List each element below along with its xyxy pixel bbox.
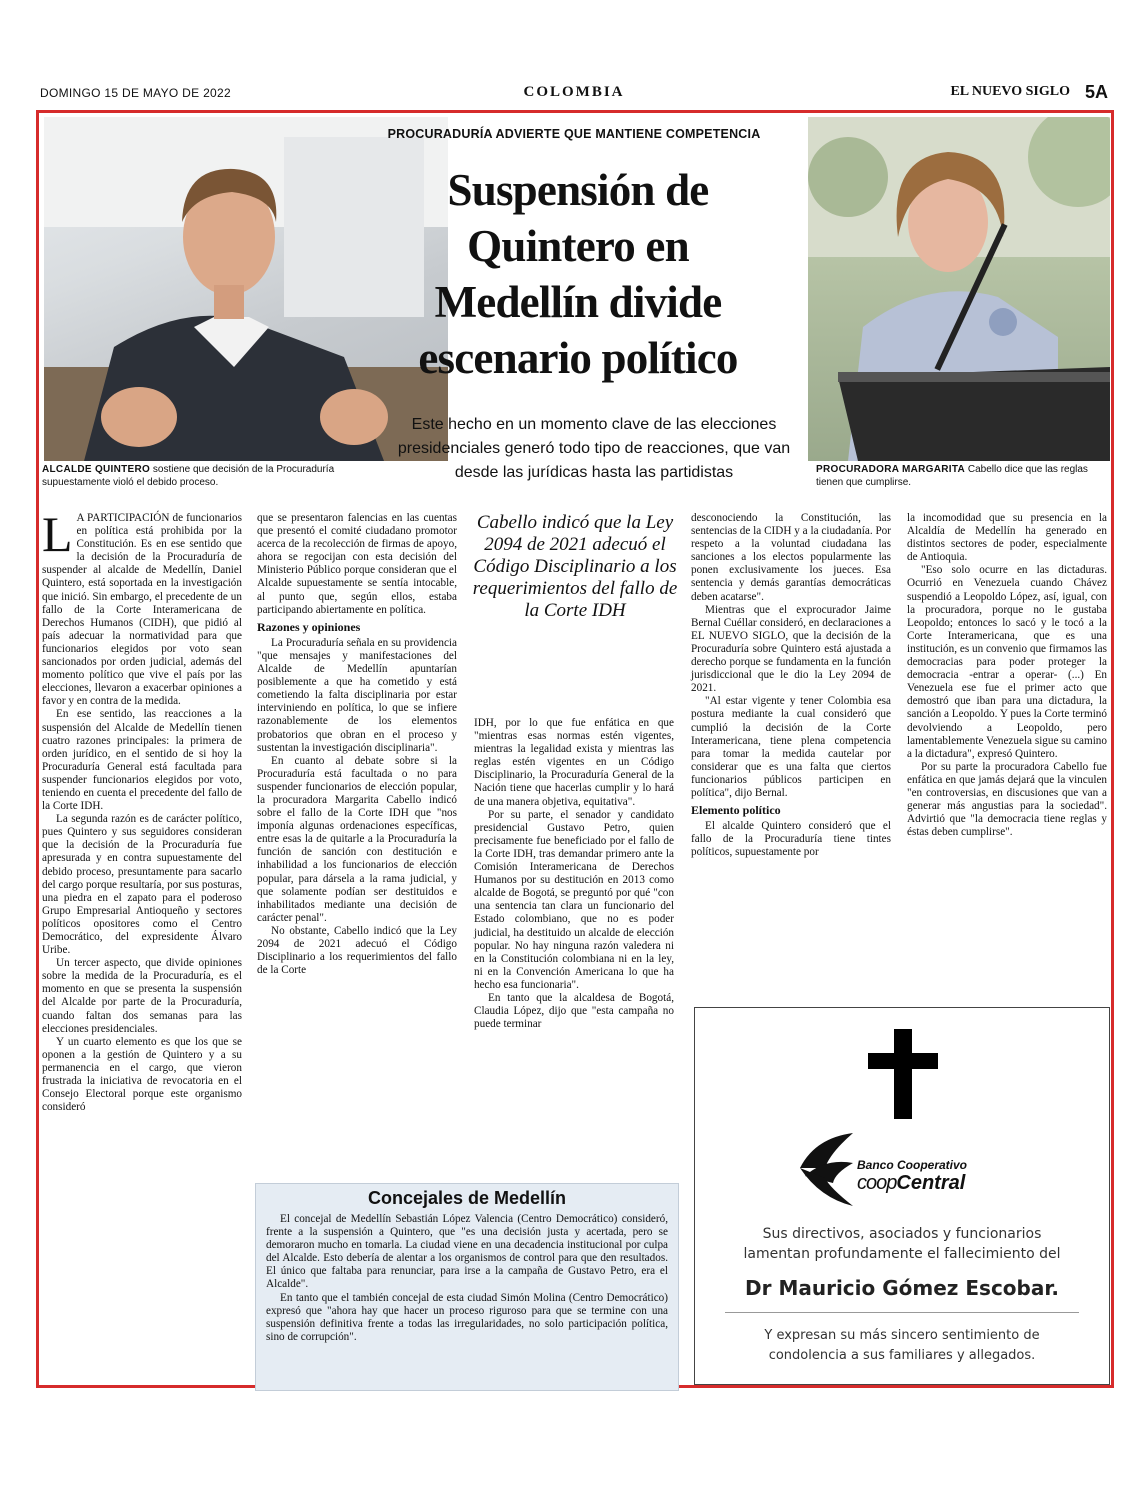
subhead-elemento: Elemento político: [691, 803, 781, 818]
newspaper-name: EL NUEVO SIGLO: [950, 84, 1070, 99]
kicker: PROCURADURÍA ADVIERTE QUE MANTIENE COMPETENCIA: [387, 127, 761, 141]
banco-coopcentral-logo: Banco Cooperativo coopCentral: [795, 1128, 1015, 1208]
deceased-name: Dr Mauricio Gómez Escobar.: [745, 1276, 1059, 1300]
subhead-razones: Razones y opiniones: [257, 619, 361, 634]
page-number: 5A: [1084, 82, 1108, 102]
column-5: la incomodidad que su presencia en la Alcaldía de Medellín ha generado en distintos sectores de poder, especialmente de Antioquia. "Eso solo ocurre en las dictaduras. Ocurrió en Venezuela cuando Chávez suspendió a Leopoldo López, así, igual, con la procuradora, porque no le gustaba Leopoldo; entonces lo sacó y le tocó a la Corte Interamericana, que es una institución, es un convenio que firmamos las democracias para poder proteger la democracia -entrar a operar- (...) En Venezuela ese fue el primer acto que demostró que iban para una dictadura, la sanción a Leopoldo. Y pues la Corte terminó devolviendo a Leopoldo, pero lamentablemente Venezuela sigue su camino a la dictadura", expresó Quintero. Por su parte la procuradora Cabello fue enfática en que jamás dejará que la vinculen "en controversias, en discusiones que van a generar más angustias para la sociedad". Advirtió que "la democracia tiene reglas y éstas deben cumplirse".: [907, 512, 1107, 839]
headline: Suspensión de Quintero en Medellín divide escenario político: [418, 165, 738, 383]
column-4: desconociendo la Constitución, las sentencias de la CIDH y a la ciudadanía. Por respeto a la voluntad ciudadana las sanciones a los electos popularmente las ponen exclusivamente los jueces. Esa sentencia y demás garantías democráticas deben acatarse". Mientras que el exprocurador Jaime Bernal Cuéllar consideró, en declaraciones a EL NUEVO SIGLO, que la decisión de la Procuraduría sobre Quintero está ajustada a derecho porque se fundamenta en la función jurisdiccional que le dio la Ley 2094 de 2021. "Al estar vigente y tener Colombia esa postura mediante la cual consideró que cumplió la decisión de la Corte Interamericana, tiene plena competencia para tomar la medida cautelar por considerar que es una falta que ciertos funcionarios públicos participen en política", dijo Bernal. Elemento político El alcalde Quintero consideró que el fallo de la Procuraduría tiene tintes políticos, supuestamente por: [691, 512, 891, 859]
deck: Este hecho en un momento clave de las elecciones presidenciales generó todo tipo de reacciones, que van desde las jurídicas hasta las partidistas: [397, 416, 791, 481]
section-name: COLOMBIA: [523, 84, 625, 100]
caption-left: ALCALDE QUINTERO sostiene que decisión de la Procuraduría supuestamente violó el debido proceso.: [42, 464, 335, 488]
issue-date: DOMINGO 15 DE MAYO DE 2022: [40, 86, 231, 100]
photo-procuradora-margarita: [808, 117, 1110, 461]
column-3: IDH, por lo que fue enfática en que "mientras esas normas estén vigentes, mientras la legalidad exista y mientras las reglas estén vigentes en un Código Disciplinario, la Procuraduría General de la Nación tiene que hacerlas cumplir y lo hará de una manera objetiva, equitativa". Por su parte, el senador y candidato presidencial Gustavo Petro, quien precisamente fue beneficiado por el fallo de la Corte IDH, tras demandar primero ante la Comisión Interamericana de Derechos Humanos por su destitución en 2013 como alcalde de Bogotá, se preguntó por qué "con una sentencia tan clara un funcionario del Estado colombiano, que no es poder judicial, ha destituido un alcalde de elección popular. No hay ninguna razón valedera ni en la Constitución colombiana ni en la ley, ni en la Convención Americana lo que ha hecho esa funcionaria". En tanto que la alcaldesa de Bogotá, Claudia López, dijo que "esta campaña no puede terminar: [474, 717, 674, 1031]
sidebar-concejales: Concejales de Medellín El concejal de Medellín Sebastián López Valencia (Centro Democrático) consideró, frente a la suspensión a Quintero, que "es una decisión justa y acertada, pero se demoraron mucho en tomarla. La ciudad viene en una decadencia institucional por culpa del Alcalde. Esto debería de alentar a los organismos de control para que den resultados. El único que faltaba para renunciar, para irse a la campaña de Gustavo Petro, era el Alcalde". En tanto que el también concejal de esta ciudad Simón Molina (Centro Democrático) expresó que "ahora hay que hacer un proceso riguroso para que se termine con una suspensión definitiva frente a todas las irregularidades, no solo participación política, sino de corrupción".: [255, 1183, 679, 1391]
drop-cap: L: [42, 506, 73, 562]
cross-icon: [867, 1028, 939, 1120]
masthead: [40, 84, 1108, 102]
column-2: que se presentaron falencias en las cuentas que presentó el comité ciudadano promotor acerca de la recolección de firmas de apoyo, ahora se regocijan con esta decisión del Ministerio Público porque consideran que el Alcalde supuestamente se sentía intocable, al punto que, según ellos, estaba participando abiertamente en política. Razones y opiniones La Procuraduría señala en su providencia "que mensajes y manifestaciones del Alcalde de Medellín apuntarían posiblemente a que ha cometido y está cometiendo la falta disciplinaria por estar interviniendo en política, lo que se infiere razonablemente de los elementos probatorios que obran en el proceso y sustentan la investigación disciplinaria". En cuanto al debate sobre si la Procuraduría está facultada o no para suspender funcionarios de elección popular, la procuradora Margarita Cabello indicó sobre el fallo de la Corte IDH que "nos imponía algunas ordenaciones específicas, entre esas la de quitarle a la Procuraduría la función de sanción con destitución e inhabilidad a los funcionarios de elección popular, para dársela a la rama judicial, y que solamente podían ser destituidos e inhabilitados mediante una decisión de carácter penal". No obstante, Cabello indicó que la Ley 2094 de 2021 adecuó el Código Disciplinario a los requerimientos del fallo de la Corte: [257, 512, 457, 977]
caption-right: PROCURADORA MARGARITA Cabello dice que las reglas tienen que cumplirse.: [816, 464, 1088, 488]
pull-quote: Cabello indicó que la Ley 2094 de 2021 adecuó el Código Disciplinario a los requerimientos del fallo de la Corte IDH: [472, 512, 678, 621]
obituary-ad: Banco Cooperativo coopCentral Sus directivos, asociados y funcionarios lamentan profundamente el fallecimiento del Dr Mauricio Gómez Escobar. Y expresan su más sincero sentimiento de condolencia a sus familiares y allegados.: [694, 1007, 1110, 1385]
column-1: L A PARTICIPACIÓN de funcionarios en política está prohibida por la Constitución. Es en ese sentido que la decisión de la Procuraduría de suspender al alcalde de Medellín, Daniel Quintero, está soportada en la investigación que inició. Sin embargo, el precedente de un fallo de la Corte Interamericana de Derechos Humanos (CIDH), que pidió al país adecuar la normatividad para que funcionarios elegidos por voto sean sancionados por orden judicial, además del momento político que vive el país por las elecciones, llevaron a exacerbar opiniones a favor y en contra de la medida. En ese sentido, las reacciones a la suspensión del Alcalde de Medellín tienen cuatro razones principales: la primera de orden jurídico, en el sentido de si hoy la Procuraduría General está facultada para suspender funcionarios elegidos por voto, teniendo en cuenta el precedente del fallo de la Corte IDH. La segunda razón es de carácter político, pues Quintero y sus seguidores consideran que la decisión de la Procuraduría fue apresurada y en contra supuestamente del debido proceso, presuntamente para sacarlo del cargo porque resultaría, por sus posturas, una piedra en el zapato para el poderoso Grupo Empresarial Antioqueño y sectores políticos opositores como el Centro Democrático, del expresidente Álvaro Uribe. Un tercer aspecto, que divide opiniones sobre la medida de la Procuraduría, es el momento en que se presenta la suspensión del Alcalde por parte de la Procuraduría, cuando faltan dos semanas para las elecciones presidenciales. Y un cuarto elemento es que los que se oponen a la gestión de Quintero y a su permanencia en el cargo, que vieron frustrada la iniciativa de revocatoria en el Consejo Electoral porque este organismo consideró: [42, 506, 242, 1114]
sidebar-title: Concejales de Medellín: [367, 1188, 567, 1208]
